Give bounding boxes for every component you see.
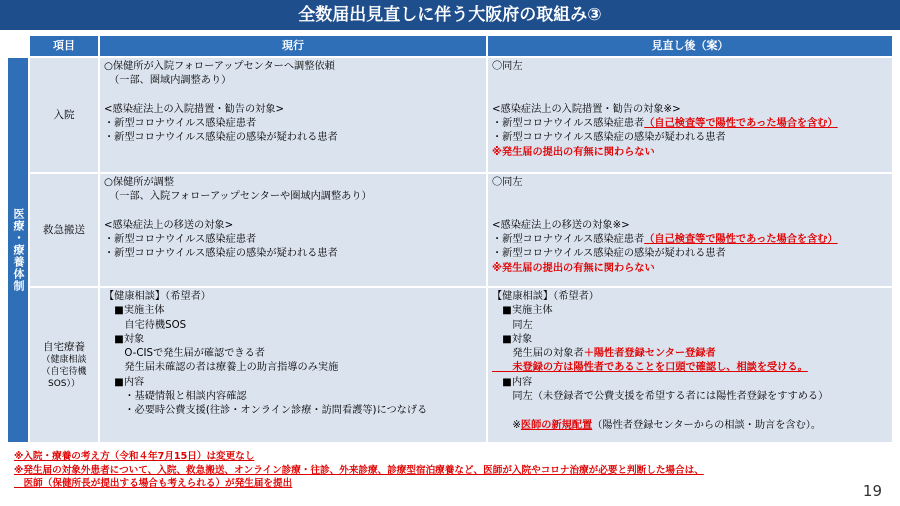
category-nyuin: 入院 <box>30 58 98 172</box>
category-kyukyu: 救急搬送 <box>30 174 98 286</box>
header-item: 項目 <box>30 36 98 56</box>
current-kyukyu: ○保健所が調整 （一部、入院フォローアップセンターや圏域内調整あり） <感染症法上の移送の対象> ・新型コロナウイルス感染症患者 ・新型コロナウイルス感染症の感染が疑われる患者 <box>100 174 486 286</box>
header-current: 現行 <box>100 36 486 56</box>
proposal-nyuin: 〇同左 <感染症法上の入院措置・勧告の対象※> ・新型コロナウイルス感染症患者（自己検査等で陽性であった場合を含む） ・新型コロナウイルス感染症の感染が疑われる患者 ※発生届の提出の有無に関わらない <box>488 58 892 172</box>
side-label: 医療・療養体制 <box>8 58 28 442</box>
proposal-kyukyu: 〇同左 <感染症法上の移送の対象※> ・新型コロナウイルス感染症患者（自己検査等で陽性であった場合を含む） ・新型コロナウイルス感染症の感染が疑われる患者 ※発生届の提出の有無に関わらない <box>488 174 892 286</box>
current-jitaku: 【健康相談】（希望者） ■実施主体 自宅待機SOS ■対象 O-CISで発生届が確認できる者 発生届未確認の者は療養上の助言指導のみ実施 ■内容 ・基礎情報と相談内容確認 ・必要時公費支援(往診・オンライン診療・訪問看護等)につなげる <box>100 288 486 442</box>
page-title: 全数届出見直しに伴う大阪府の取組み③ <box>0 0 900 30</box>
footer-notes: ※入院・療養の考え方（令和４年7月15日）は変更なし ※発生届の対象外患者について、入院、救急搬送、オンライン診療・往診、外来診療、診療型宿泊療養など、医師が入院やコロナ治療が必要と判断した場合は、 医師（保健所長が提出する場合も考えられる）が発生届を提出 <box>14 451 704 489</box>
category-jitaku: 自宅療養 （健康相談 （自宅待機 SOS）） <box>30 288 98 442</box>
page-number: 19 <box>862 482 882 500</box>
header-proposal: 見直し後（案） <box>488 36 892 56</box>
current-nyuin: ○保健所が入院フォローアップセンターへ調整依頼 （一部、圏域内調整あり） <感染症法上の入院措置・勧告の対象> ・新型コロナウイルス感染症患者 ・新型コロナウイルス感染症の感染が疑われる患者 <box>100 58 486 172</box>
proposal-jitaku: 【健康相談】（希望者） ■実施主体 同左 ■対象 発生届の対象者＋陽性者登録センター登録者 未登録の方は陽性者であることを口頭で確認し、相談を受ける。 ■内容 同左（未登録者で公費支援を希望する者には陽性者登録をすすめる） ※医師の新規配置（陽性者登録センターからの相談・助言を含む）。 <box>488 288 892 442</box>
